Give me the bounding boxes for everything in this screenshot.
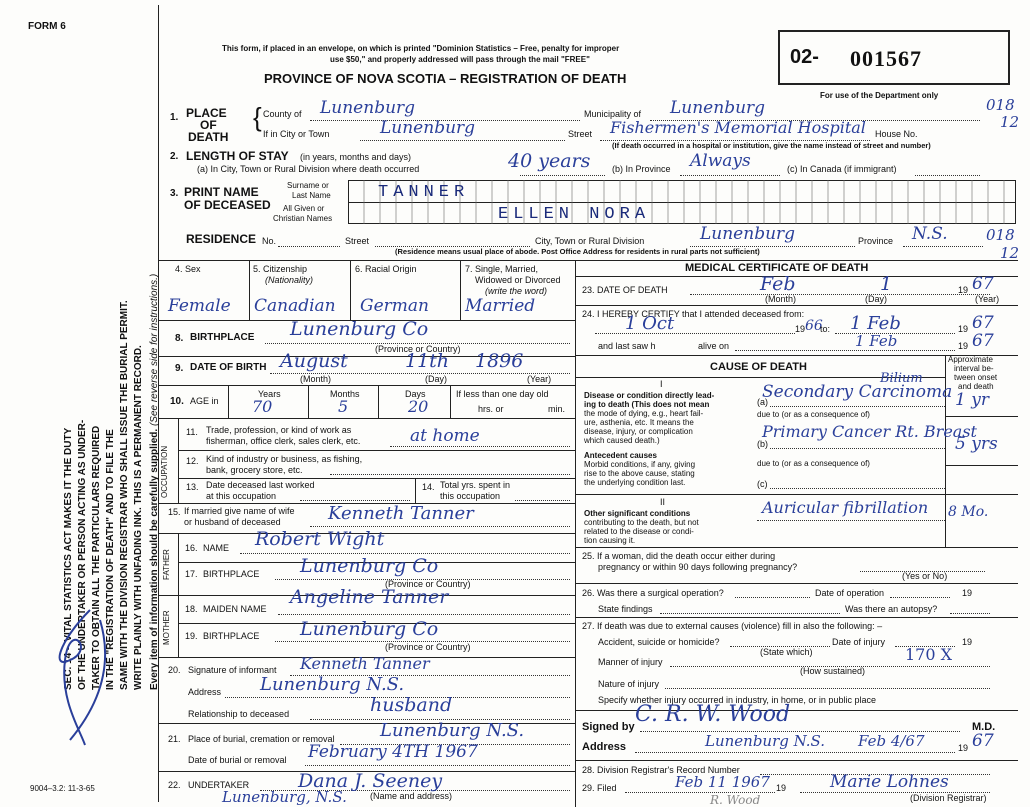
md-label: M.D. xyxy=(972,721,996,733)
side-line-2: OF THE UNDERTAKER OR PERSON ACTING AS UNDER- xyxy=(77,419,88,690)
mother-bp-note: (Province or Country) xyxy=(385,642,471,652)
side-line-7: Every item of information should be carefully supplied. xyxy=(149,428,160,690)
q11-num: 11. xyxy=(186,427,198,437)
age-days-value: 20 xyxy=(408,397,429,416)
marital-value: Married xyxy=(465,296,536,316)
residence-city-value: Lunenburg xyxy=(700,224,796,244)
other-1: Other significant conditions xyxy=(584,509,691,518)
municipality-value: Lunenburg xyxy=(670,98,766,118)
q11-label-2: fisherman, office clerk, sales clerk, etc. xyxy=(206,436,361,446)
racial-value: German xyxy=(360,296,429,316)
mother-maiden-label: MAIDEN NAME xyxy=(203,604,267,614)
q24-saw-value: 1 Feb xyxy=(855,332,898,350)
q27-accident: Accident, suicide or homicide? xyxy=(598,637,720,647)
informant-address-value: Lunenburg N.S. xyxy=(260,674,405,695)
other-4: tion causing it. xyxy=(584,536,636,545)
q13-label-1: Date deceased last worked xyxy=(206,480,315,490)
cause-a-value: Secondary Carcinoma xyxy=(762,382,953,402)
q24-to-year: 67 xyxy=(972,313,994,333)
q24-from-year: 66 xyxy=(805,318,823,334)
other-value: Auricular fibrillation xyxy=(762,498,929,517)
form-label: FORM 6 xyxy=(28,21,66,32)
age-hrs-label: hrs. or xyxy=(478,404,504,414)
interval-label-2: interval be- xyxy=(954,364,994,373)
residence-label: RESIDENCE xyxy=(186,232,257,246)
age-months-value: 5 xyxy=(338,397,349,416)
marital-label-2: Widowed or Divorced xyxy=(475,275,561,285)
stay-a-label: (a) In City, Town or Rural Division where death occurred xyxy=(197,164,420,174)
dob-month-note: (Month) xyxy=(300,374,332,384)
interval-label-4: and death xyxy=(958,382,994,391)
q25-label-2: pregnancy or within 90 days following pregnancy? xyxy=(598,562,798,572)
residence-note: (Residence means usual place of abode. Post Office Address for residents in rural parts not sufficient) xyxy=(395,247,760,256)
filed-value: Feb 11 1967 xyxy=(675,773,770,791)
address-year: 67 xyxy=(972,731,994,751)
spouse-label-1: If married give name of wife xyxy=(184,506,295,516)
envelope-notice-2: use $50," and properly addressed will pass through the mail "FREE" xyxy=(330,55,590,64)
q27-manner: Manner of injury xyxy=(598,657,663,667)
address-label: Address xyxy=(582,741,627,753)
dob-day: 11th xyxy=(405,350,450,372)
birthplace-label: BIRTHPLACE xyxy=(190,332,255,343)
surname-label-2: Last Name xyxy=(292,191,331,200)
q24-label: 24. I HEREBY CERTIFY that I attended deceased from: xyxy=(582,309,805,319)
citizenship-value: Canadian xyxy=(254,296,336,316)
given-label-2: Christian Names xyxy=(273,214,333,223)
signed-label: Signed by xyxy=(582,721,635,733)
age-num: 10. xyxy=(170,396,184,407)
q24-from: 1 Oct xyxy=(625,313,675,334)
q24-saw-label: and last saw h xyxy=(598,341,656,351)
address-date: Feb 4/67 xyxy=(858,732,925,750)
s3-label-1: PRINT NAME xyxy=(184,185,259,199)
stay-b-label: (b) In Province xyxy=(612,164,671,174)
q26-findings: State findings xyxy=(598,604,653,614)
cause-a-extra: Bilium xyxy=(880,371,923,386)
undertaker-address-value: Lunenburg, N.S. xyxy=(222,788,347,806)
residence-province-label: Province xyxy=(858,236,894,246)
cause-desc-2-text: ing to death (This does not mean xyxy=(584,400,710,409)
dob-month: August xyxy=(280,350,348,372)
informant-relationship-value: husband xyxy=(370,694,453,716)
roman-i: I xyxy=(660,379,663,389)
birthplace-value: Lunenburg Co xyxy=(290,318,429,340)
dept-code-2: 12 xyxy=(1000,113,1020,131)
father-bp-note: (Province or Country) xyxy=(385,579,471,589)
margin-handwriting-mark xyxy=(40,600,120,750)
occupation-side-label: OCCUPATION xyxy=(160,445,169,498)
cause-desc-3: the mode of dying, e.g., heart fail- xyxy=(584,409,704,418)
burial-num: 21. xyxy=(168,734,181,744)
informant-relationship-label: Relationship to deceased xyxy=(188,709,290,719)
q23-day-note: (Day) xyxy=(865,294,887,304)
father-bp-value: Lunenburg Co xyxy=(300,555,439,577)
municipality-label: Municipality of xyxy=(584,109,642,119)
stay-c-label: (c) In Canada (if immigrant) xyxy=(787,164,897,174)
q24-to: 1 Feb xyxy=(850,313,901,334)
interval-label-1: Approximate xyxy=(948,355,993,364)
age-label: AGE in xyxy=(190,396,219,406)
cause-c-prefix: (c) xyxy=(757,479,768,489)
age-days-label: Days xyxy=(405,389,426,399)
q12-num: 12. xyxy=(186,456,199,466)
stay-a-value: 40 years xyxy=(508,150,591,172)
citizenship-label: 5. Citizenship xyxy=(253,264,308,274)
dob-day-note: (Day) xyxy=(425,374,447,384)
envelope-notice-1: This form, if placed in an envelope, on which is printed "Dominion Statistics – Free, penalty for improper xyxy=(222,44,620,53)
age-lessday-label: If less than one day old xyxy=(456,389,549,399)
undertaker-note: (Name and address) xyxy=(370,791,453,801)
other-3: related to the disease or condi- xyxy=(584,527,694,536)
age-min-label: min. xyxy=(548,404,566,414)
informant-sig-value: Kenneth Tanner xyxy=(300,654,430,673)
side-line-1: SEC. 14 – VITAL STATISTICS ACT MAKES IT THE DUTY xyxy=(63,427,74,690)
spouse-label-2: or husband of deceased xyxy=(184,517,281,527)
cause-a-prefix: (a) xyxy=(757,397,768,407)
mother-maiden-num: 18. xyxy=(185,604,198,614)
street-value: Fishermen's Memorial Hospital xyxy=(610,118,866,137)
dob-num: 9. xyxy=(175,363,184,374)
hospital-note: (If death occurred in a hospital or institution, give the name instead of street and number) xyxy=(612,141,931,150)
registrar-note: (Division Registrar) xyxy=(910,793,987,803)
s3-num: 3. xyxy=(170,188,179,199)
q24-to-year-prefix: 19 xyxy=(958,324,969,334)
spouse-value: Kenneth Tanner xyxy=(328,503,474,524)
cause-desc-5: disease, injury, or complication xyxy=(584,427,693,436)
s2-num: 2. xyxy=(170,151,179,162)
q26-date-label: Date of operation xyxy=(815,588,885,598)
q11-value: at home xyxy=(410,426,480,446)
other-interval: 8 Mo. xyxy=(948,504,989,520)
registrar-signature: Marie Lohnes xyxy=(830,772,949,792)
bottom-signature: R. Wood xyxy=(710,793,761,807)
q27-how: (How sustained) xyxy=(800,666,866,676)
q14-label-2: this occupation xyxy=(440,491,501,501)
q26-autopsy: Was there an autopsy? xyxy=(845,604,938,614)
interval-label-3: tween onset xyxy=(954,373,998,382)
dept-code-1: 018 xyxy=(986,96,1015,114)
mother-side-label: MOTHER xyxy=(162,610,171,645)
county-label: County of xyxy=(263,109,302,119)
q24-saw-year-prefix: 19 xyxy=(958,341,969,351)
registration-number-box xyxy=(778,30,1010,85)
house-label: House No. xyxy=(875,129,918,139)
informant-num: 20. xyxy=(168,665,181,675)
dob-year-note: (Year) xyxy=(527,374,552,384)
s2-label-note: (in years, months and days) xyxy=(300,152,412,162)
surname-label-1: Surname or xyxy=(287,181,329,190)
q25-note: (Yes or No) xyxy=(902,571,948,581)
antecedent-1: Antecedent causes xyxy=(584,451,657,460)
form-code: 9004–3.2: 11-3-65 xyxy=(30,784,95,793)
q27-label: 27. If death was due to external causes (violence) fill in also the following: – xyxy=(582,621,883,631)
antecedent-2: Morbid conditions, if any, giving xyxy=(584,460,696,469)
q27-manner-value: 170 X xyxy=(905,645,953,664)
dept-use-label: For use of the Department only xyxy=(820,91,939,100)
age-months-label: Months xyxy=(330,389,360,399)
cause-b-value: Primary Cancer Rt. Breast xyxy=(762,422,977,441)
dept-code-4: 12 xyxy=(1000,244,1020,262)
informant-address-label: Address xyxy=(188,687,222,697)
father-name-num: 16. xyxy=(185,543,198,553)
cause-b-prefix: (b) xyxy=(757,439,768,449)
undertaker-value: Dana J. Seeney xyxy=(298,770,443,792)
q24-to-label: to: xyxy=(820,324,831,334)
burial-place-value: Lunenburg N.S. xyxy=(380,720,525,741)
s3-label-2: OF DECEASED xyxy=(184,198,271,212)
due-to-2: due to (or as a consequence of) xyxy=(757,459,870,468)
registration-number: 001567 xyxy=(850,46,922,71)
father-name-value: Robert Wight xyxy=(255,528,385,550)
s1-label-3: DEATH xyxy=(188,130,229,144)
burial-date-label: Date of burial or removal xyxy=(188,755,287,765)
residence-province-value: N.S. xyxy=(912,224,948,244)
stay-b-value: Always xyxy=(690,151,751,171)
father-bp-num: 17. xyxy=(185,569,198,579)
q12-label-2: bank, grocery store, etc. xyxy=(206,465,303,475)
q26-year-prefix: 19 xyxy=(962,588,973,598)
birthplace-note: (Province or Country) xyxy=(375,344,461,354)
side-line-5: SAME WITH THE DIVISION REGISTRAR WHO SHALL ISSUE THE BURIAL PERMIT. xyxy=(119,300,130,690)
q27-date: Date of injury xyxy=(832,637,886,647)
q27-nature: Nature of injury xyxy=(598,679,660,689)
q24-from-year-prefix: 19 xyxy=(795,324,806,334)
father-name-label: NAME xyxy=(203,543,230,553)
page-title: PROVINCE OF NOVA SCOTIA – REGISTRATION OF DEATH xyxy=(264,71,627,86)
q24-saw-year: 67 xyxy=(972,331,994,351)
q14-num: 14. xyxy=(422,482,435,492)
q25-label-1: 25. If a woman, did the death occur either during xyxy=(582,551,776,561)
street-label: Street xyxy=(568,129,593,139)
q23-day: 1 xyxy=(880,273,893,295)
birthplace-num: 8. xyxy=(175,333,184,344)
antecedent-3: rise to the above cause, stating xyxy=(584,469,695,478)
dept-code-3: 018 xyxy=(986,226,1015,244)
undertaker-num: 22. xyxy=(168,780,181,790)
burial-date-value: February 4TH 1967 xyxy=(308,742,478,762)
county-value: Lunenburg xyxy=(320,98,416,118)
other-2: contributing to the death, but not xyxy=(584,518,699,527)
sex-label: 4. Sex xyxy=(175,264,201,274)
roman-ii: II xyxy=(660,497,666,507)
s2-label: LENGTH OF STAY xyxy=(186,149,289,163)
racial-label: 6. Racial Origin xyxy=(355,264,417,274)
q23-year-note: (Year) xyxy=(975,294,1000,304)
antecedent-4: the underlying condition last. xyxy=(584,478,686,487)
residence-city-label: City, Town or Rural Division xyxy=(535,236,645,246)
cause-desc-1: Disease or condition directly lead- xyxy=(584,391,715,400)
given-label-1: All Given or xyxy=(283,204,325,213)
q12-label-1: Kind of industry or business, as fishing, xyxy=(206,454,363,464)
informant-sig-label: Signature of informant xyxy=(188,665,277,675)
q24-alive-label: alive on xyxy=(698,341,730,351)
mother-bp-num: 19. xyxy=(185,631,198,641)
due-to-1: due to (or as a consequence of) xyxy=(757,410,870,419)
surname-value: TANNER xyxy=(378,183,470,202)
q27-state: (State which) xyxy=(760,647,813,657)
q23-month: Feb xyxy=(760,273,796,295)
residence-no-label: No. xyxy=(262,236,277,246)
cause-a-interval: 1 yr xyxy=(955,390,989,410)
side-line-4: IN THE "REGISTRATION OF DEATH" AND TO FILE THE xyxy=(105,429,116,690)
q23-year: 67 xyxy=(972,274,994,294)
signed-value: C. R. W. Wood xyxy=(635,702,791,727)
cause-desc-6: which caused death.) xyxy=(584,436,660,445)
city-label: If in City or Town xyxy=(263,129,330,139)
residence-street-label: Street xyxy=(345,236,370,246)
age-years-value: 70 xyxy=(252,397,273,416)
q11-label-1: Trade, profession, or kind of work as xyxy=(206,425,352,435)
q23-year-prefix: 19 xyxy=(958,285,969,295)
s1-label-2: OF xyxy=(200,118,217,132)
q27-specify: Specify whether injury occurred in industry, in home, or in public place xyxy=(598,695,876,705)
mother-maiden-value: Angeline Tanner xyxy=(290,586,449,608)
father-side-label: FATHER xyxy=(162,549,171,580)
spouse-num: 15. xyxy=(168,507,181,517)
q13-num: 13. xyxy=(186,482,199,492)
side-line-3: TAKER TO OBTAIN ALL THE PARTICULARS REQUIRED xyxy=(91,425,102,690)
side-line-8: (See reverse side for instructions.) xyxy=(149,273,160,427)
address-value: Lunenburg N.S. xyxy=(705,732,826,750)
marital-label-3: (write the word) xyxy=(485,286,548,296)
mother-bp-label: BIRTHPLACE xyxy=(203,631,260,641)
s1-num: 1. xyxy=(170,112,179,123)
q13-label-2: at this occupation xyxy=(206,491,277,501)
cause-desc-4: ure, asthenia, etc. It means the xyxy=(584,418,694,427)
filed-year-prefix: 19 xyxy=(776,783,787,793)
q29-label: 29. Filed xyxy=(582,783,617,793)
q27-year-prefix: 19 xyxy=(962,637,973,647)
given-value: ELLEN NORA xyxy=(498,205,651,224)
address-year-prefix: 19 xyxy=(958,743,969,753)
medical-title: MEDICAL CERTIFICATE OF DEATH xyxy=(685,262,869,274)
age-years-label: Years xyxy=(258,389,281,399)
dob-label: DATE OF BIRTH xyxy=(190,362,267,373)
s1-label-1: PLACE xyxy=(186,106,227,120)
burial-place-label: Place of burial, cremation or removal xyxy=(188,734,335,744)
cause-b-interval: 5 yrs xyxy=(955,434,998,454)
q14-label-1: Total yrs. spent in xyxy=(440,480,511,490)
father-bp-label: BIRTHPLACE xyxy=(203,569,260,579)
dob-year: 1896 xyxy=(475,350,524,372)
q28-label: 28. Division Registrar's Record Number xyxy=(582,765,740,775)
q26-label: 26. Was there a surgical operation? xyxy=(582,588,724,598)
q23-label: 23. DATE OF DEATH xyxy=(582,285,668,295)
q23-month-note: (Month) xyxy=(765,294,797,304)
marital-label-1: 7. Single, Married, xyxy=(465,264,539,274)
registration-prefix: 02- xyxy=(790,46,819,68)
cause-title: CAUSE OF DEATH xyxy=(710,361,807,373)
undertaker-label: UNDERTAKER xyxy=(188,780,250,790)
sex-value: Female xyxy=(168,296,231,316)
side-line-6: WRITE PLAINLY WITH UNFADING INK. THIS IS A PERMANENT RECORD. xyxy=(133,345,144,690)
mother-bp-value: Lunenburg Co xyxy=(300,618,439,640)
city-value: Lunenburg xyxy=(380,118,476,138)
citizenship-note: (Nationality) xyxy=(265,275,314,285)
